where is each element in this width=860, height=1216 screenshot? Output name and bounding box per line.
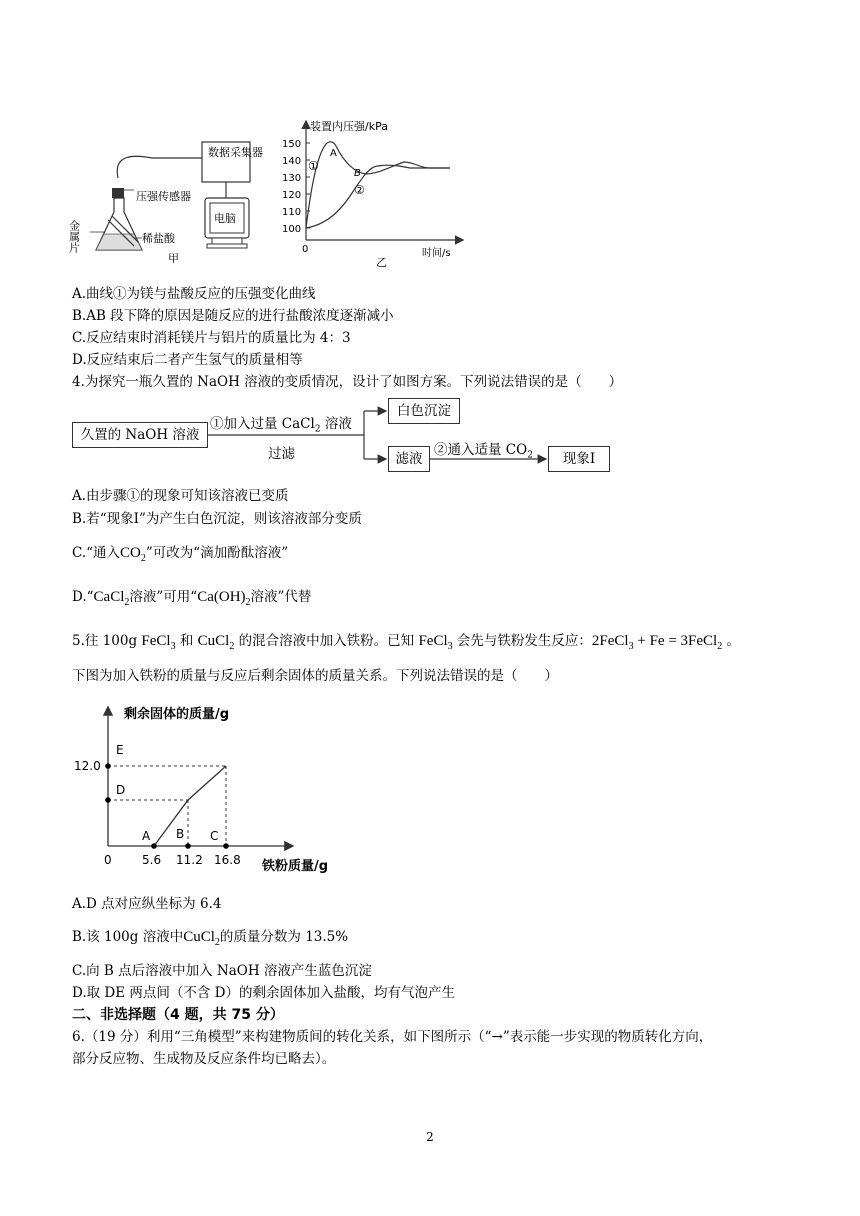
flow-result-box: 现象Ⅰ bbox=[548, 446, 610, 472]
curve-2 bbox=[306, 165, 450, 228]
apparatus-figure bbox=[67, 120, 272, 280]
curve-1 bbox=[306, 142, 450, 228]
section-title: 二、非选择题（4 题，共 75 分） bbox=[72, 1007, 284, 1023]
xtick-11-2: 11.2 bbox=[176, 853, 203, 867]
q5-option-c: C.向 B 点后溶液中加入 NaOH 溶液产生蓝色沉淀 bbox=[72, 963, 372, 979]
point-c bbox=[223, 843, 229, 849]
q5-option-d: D.取 DE 两点间（不含 D）的剩余固体加入盐酸，均有气泡产生 bbox=[72, 985, 456, 1001]
point-b-label: B bbox=[354, 168, 361, 179]
data-collector-label: 数据采集器 bbox=[208, 146, 263, 159]
x-axis-label: 时间/s bbox=[422, 248, 451, 259]
flow-precipitate-box: 白色沉淀 bbox=[388, 398, 460, 424]
dilute-hcl-label: 稀盐酸 bbox=[142, 232, 175, 245]
label-b: B bbox=[176, 827, 185, 841]
flow-start-box: 久置的 NaOH 溶液 bbox=[72, 422, 208, 448]
ytick-12: 12.0 bbox=[74, 759, 101, 773]
solid-x-axis-label: 铁粉质量/g bbox=[262, 859, 329, 874]
point-b bbox=[185, 843, 191, 849]
pressure-chart bbox=[280, 116, 470, 276]
pressure-ytick: 120 bbox=[282, 190, 302, 201]
point-e bbox=[105, 763, 111, 769]
origin-label: 0 bbox=[302, 244, 309, 255]
flow-step1-label: ①加入过量 CaCl$_2$ 溶液 bbox=[210, 416, 352, 435]
pressure-ytick: 100 bbox=[282, 224, 302, 235]
label-a: A bbox=[142, 829, 151, 843]
point-a-label: A bbox=[330, 148, 337, 159]
q4-stem: 4.为探究一瓶久置的 NaOH 溶液的变质情况，设计了如图方案。下列说法错误的是（ ） bbox=[72, 374, 623, 390]
label-e: E bbox=[116, 743, 124, 757]
xtick-0: 0 bbox=[104, 853, 112, 867]
point-d bbox=[105, 797, 111, 803]
point-a bbox=[151, 843, 157, 849]
apparatus-figure-label: 甲 bbox=[168, 252, 179, 265]
q4-option-a: A.由步骤①的现象可知该溶液已变质 bbox=[72, 488, 289, 504]
q4-option-d: D.“CaCl$_2$溶液”可用“$Ca(OH)_2$溶液”代替 bbox=[72, 589, 312, 608]
computer-label: 电脑 bbox=[214, 212, 236, 225]
q3-option-a: A.曲线①为镁与盐酸反应的压强变化曲线 bbox=[72, 286, 316, 302]
q4-flowchart bbox=[72, 398, 632, 478]
pressure-sensor-label: 压强传感器 bbox=[136, 190, 191, 203]
q5-stem-line1: 5.往 100g FeCl$_3$ 和 CuCl$_2$ 的混合溶液中加入铁粉。已知 FeCl$_3$ 会先与铁粉发生反应：2FeCl$_3$ + Fe = 3FeCl$_2$ 。 bbox=[72, 633, 740, 652]
curve-1-label: ① bbox=[308, 159, 319, 173]
pressure-ytick: 140 bbox=[282, 156, 302, 167]
q3-option-b: B.AB 段下降的原因是随反应的进行盐酸浓度逐渐减小 bbox=[72, 308, 394, 324]
xtick-5-6: 5.6 bbox=[142, 853, 162, 867]
q4-option-b: B.若“现象Ⅰ”为产生白色沉淀，则该溶液部分变质 bbox=[72, 511, 362, 527]
flow-step2-label: ②通入适量 $CO_2$ bbox=[434, 442, 533, 461]
page-number: 2 bbox=[426, 1130, 434, 1144]
pressure-ytick: 150 bbox=[282, 139, 302, 150]
solid-y-axis-label: 剩余固体的质量/g bbox=[124, 707, 230, 722]
q4-option-c: C.“通入$CO_2$”可改为“滴加酚酞溶液” bbox=[72, 545, 289, 564]
label-d: D bbox=[116, 783, 126, 797]
metal-sheet-label: 金属片 bbox=[67, 220, 81, 253]
q6-line1: 6.（19 分）利用“三角模型”来构建物质间的转化关系，如下图所示（“→”表示能一步实现的物质转化方向， bbox=[72, 1029, 713, 1045]
pressure-ytick: 130 bbox=[282, 173, 302, 184]
q5-option-a: A.D 点对应纵坐标为 6.4 bbox=[72, 896, 222, 912]
q5-stem-line2: 下图为加入铁粉的质量与反应后剩余固体的质量关系。下列说法错误的是（ ） bbox=[72, 668, 558, 684]
q3-option-d: D.反应结束后二者产生氢气的质量相等 bbox=[72, 352, 303, 368]
label-c: C bbox=[210, 829, 219, 843]
solid-mass-chart bbox=[72, 700, 352, 880]
curve-2-label: ② bbox=[354, 183, 365, 197]
flow-filter-label: 过滤 bbox=[268, 446, 295, 462]
q3-option-c: C.反应结束时消耗镁片与铝片的质量比为 4：3 bbox=[72, 330, 351, 346]
chart-label: 乙 bbox=[376, 256, 387, 269]
y-axis-label: 装置内压强/kPa bbox=[310, 120, 388, 133]
q6-line2: 部分反应物、生成物及反应条件均已略去）。 bbox=[72, 1051, 336, 1067]
xtick-16-8: 16.8 bbox=[214, 853, 241, 867]
flow-filtrate-box: 滤液 bbox=[388, 446, 430, 472]
pressure-ytick: 110 bbox=[282, 207, 302, 218]
q5-option-b: B.该 100g 溶液中CuCl$_2$的质量分数为 13.5% bbox=[72, 929, 349, 948]
